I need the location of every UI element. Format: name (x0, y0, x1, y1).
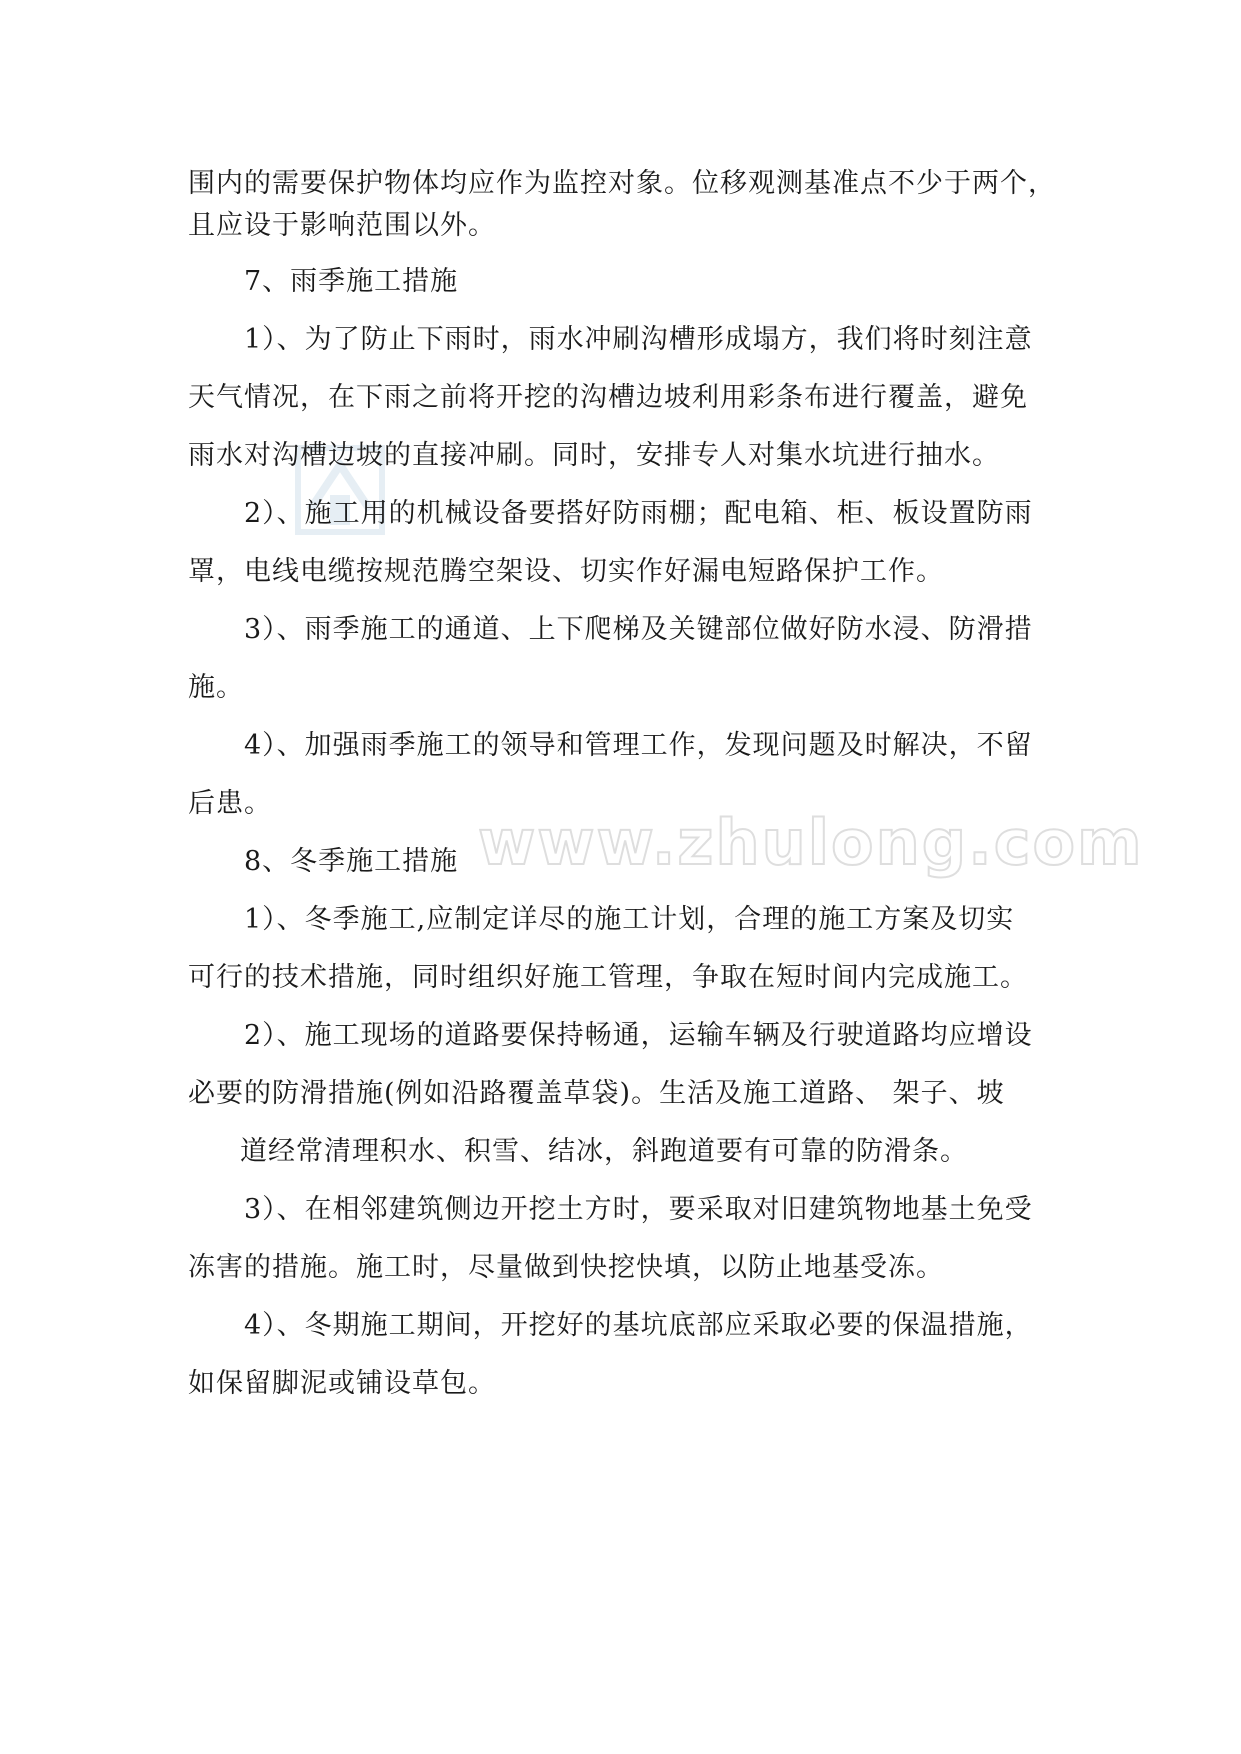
body-line: 罩，电线电缆按规范腾空架设、切实作好漏电短路保护工作。 (188, 556, 944, 587)
body-line: 1）、冬季施工,应制定详尽的施工计划，合理的施工方案及切实 (244, 904, 1015, 935)
section-heading-rainy-season: 7、雨季施工措施 (244, 266, 459, 297)
body-line: 2）、施工用的机械设备要搭好防雨棚；配电箱、柜、板设置防雨 (244, 498, 1033, 529)
watermark-text: www.zhulong.com (478, 806, 1144, 879)
body-line: 1）、为了防止下雨时，雨水冲刷沟槽形成塌方，我们将时刻注意 (244, 324, 1033, 355)
body-line: 后患。 (188, 788, 272, 819)
body-line: 可行的技术措施，同时组织好施工管理，争取在短时间内完成施工。 (188, 962, 1028, 993)
body-line: 4）、加强雨季施工的领导和管理工作，发现问题及时解决，不留 (244, 730, 1033, 761)
body-line: 雨水对沟槽边坡的直接冲刷。同时，安排专人对集水坑进行抽水。 (188, 440, 1000, 471)
body-line: 4）、冬期施工期间，开挖好的基坑底部应采取必要的保温措施， (244, 1310, 1033, 1341)
body-line: 3）、在相邻建筑侧边开挖土方时，要采取对旧建筑物地基土免受 (244, 1194, 1033, 1225)
body-line: 天气情况，在下雨之前将开挖的沟槽边坡利用彩条布进行覆盖，避免 (188, 382, 1028, 413)
section-heading-winter: 8、冬季施工措施 (244, 846, 459, 877)
body-line: 施。 (188, 672, 244, 703)
body-line: 必要的防滑措施(例如沿路覆盖草袋)。生活及施工道路、 架子、坡 (188, 1078, 1005, 1109)
body-line: 且应设于影响范围以外。 (188, 210, 496, 241)
body-line: 3）、雨季施工的通道、上下爬梯及关键部位做好防水浸、防滑措 (244, 614, 1033, 645)
body-line: 道经常清理积水、积雪、结冰，斜跑道要有可靠的防滑条。 (240, 1136, 968, 1167)
body-line: 围内的需要保护物体均应作为监控对象。位移观测基准点不少于两个， (188, 168, 1056, 199)
body-line: 2）、施工现场的道路要保持畅通，运输车辆及行驶道路均应增设 (244, 1020, 1033, 1051)
body-line: 如保留脚泥或铺设草包。 (188, 1368, 496, 1399)
body-line: 冻害的措施。施工时，尽量做到快挖快填，以防止地基受冻。 (188, 1252, 944, 1283)
